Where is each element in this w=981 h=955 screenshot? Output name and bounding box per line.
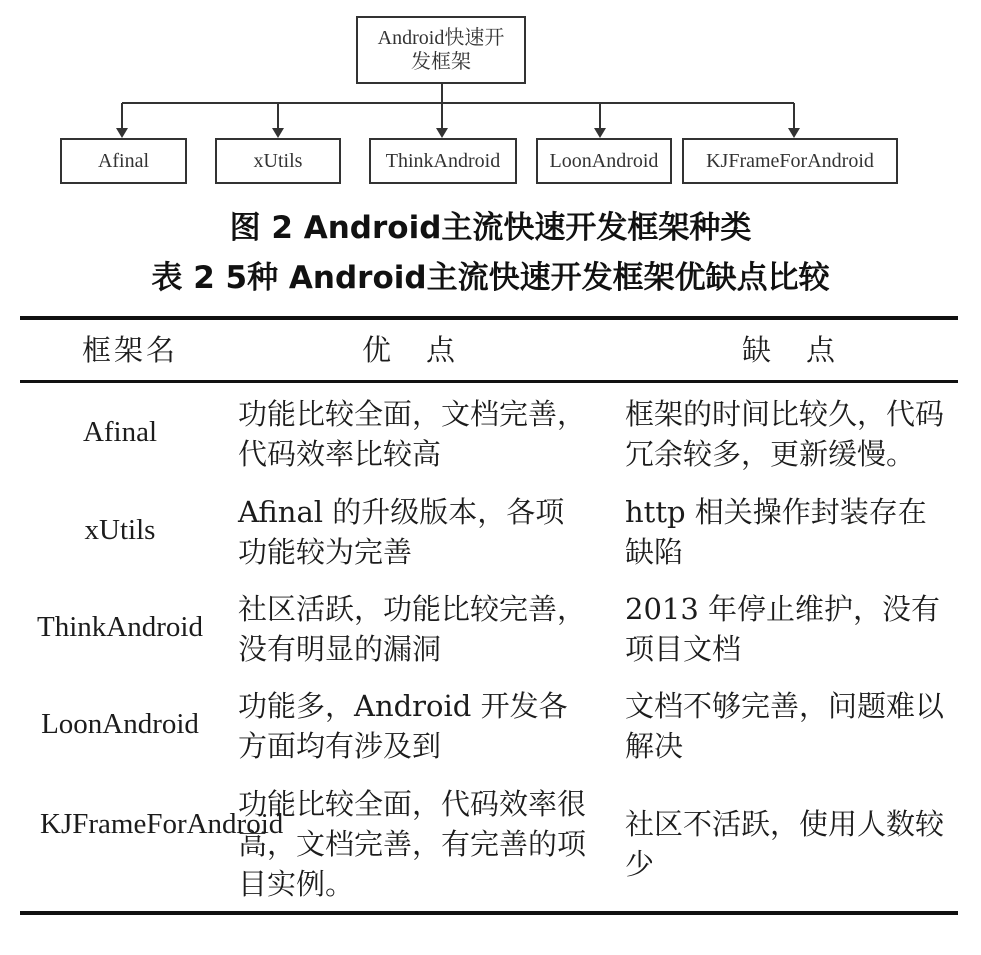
table-row-pros: 社区活跃，功能比较完善，没有明显的漏洞 — [238, 592, 587, 666]
table-row-cons: 文档不够完善，问题难以解决 — [625, 689, 945, 763]
node-xutils: xUtils — [215, 138, 341, 184]
node-thinkandroid: ThinkAndroid — [369, 138, 517, 184]
header-cons: 缺 点 — [741, 333, 838, 367]
table-row-name: KJFrameForAndroid — [40, 808, 284, 840]
table-row-cons: http 相关操作封装存在缺陷 — [625, 495, 927, 569]
table-row-cons: 框架的时间比较久，代码冗余较多，更新缓慢。 — [625, 397, 945, 471]
table-row-name: LoonAndroid — [41, 708, 199, 740]
table-row-pros: 功能比较全面，代码效率很高，文档完善，有完善的项目实例。 — [238, 787, 587, 901]
header-pros: 优 点 — [361, 333, 458, 367]
node-kjframeforandroid: KJFrameForAndroid — [682, 138, 898, 184]
table-caption: 表 2 5种 Android主流快速开发框架优缺点比较 — [151, 260, 830, 296]
table-row-name: xUtils — [84, 514, 156, 546]
node-afinal: Afinal — [60, 138, 187, 184]
table-row-pros: 功能比较全面，文档完善，代码效率比较高 — [238, 397, 587, 471]
table-header-rule — [20, 380, 958, 383]
table-row-cons: 2013 年停止维护，没有项目文档 — [625, 592, 941, 666]
table-row-pros: 功能多，Android 开发各方面均有涉及到 — [238, 689, 568, 763]
table-row-pros: Afinal 的升级版本，各项功能较为完善 — [238, 495, 565, 569]
table-row-name: Afinal — [82, 416, 158, 448]
table-row-name: ThinkAndroid — [37, 611, 203, 643]
root-node: Android快速开发框架 — [356, 16, 526, 84]
figure-caption: 图 2 Android主流快速开发框架种类 — [229, 210, 752, 246]
node-loonandroid: LoonAndroid — [536, 138, 672, 184]
framework-tree-diagram — [0, 0, 981, 200]
header-framework-name: 框架名 — [81, 333, 178, 367]
table-bottom-rule — [20, 911, 958, 915]
table-row-cons: 社区不活跃，使用人数较少 — [625, 807, 945, 881]
table-top-rule — [20, 316, 958, 320]
